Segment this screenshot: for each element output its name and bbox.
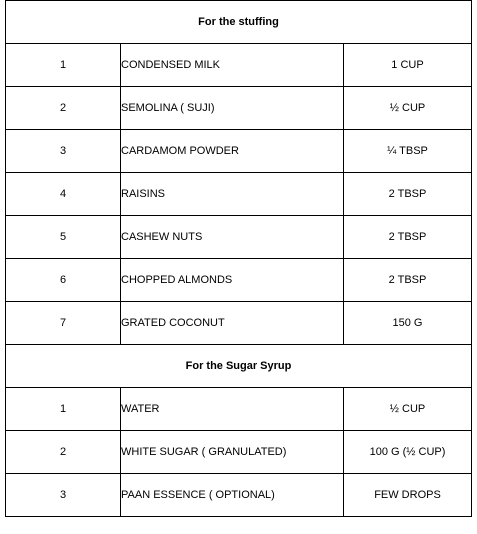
table-row xyxy=(6,130,472,173)
ingredient-name: CHOPPED ALMONDS xyxy=(121,259,344,302)
ingredient-quantity: ¼ TBSP xyxy=(344,130,472,173)
table-row xyxy=(6,44,472,87)
ingredient-name: GRATED COCONUT xyxy=(121,302,344,345)
ingredient-name: RAISINS xyxy=(121,173,344,216)
ingredient-name: PAAN ESSENCE ( OPTIONAL) xyxy=(121,474,344,517)
ingredient-name: CARDAMOM POWDER xyxy=(121,130,344,173)
row-number: 2 xyxy=(6,87,121,130)
ingredient-name: WHITE SUGAR ( GRANULATED) xyxy=(121,431,344,474)
ingredient-name: SEMOLINA ( SUJI) xyxy=(121,87,344,130)
row-number: 7 xyxy=(6,302,121,345)
ingredient-quantity: 2 TBSP xyxy=(344,173,472,216)
ingredient-quantity: 2 TBSP xyxy=(344,259,472,302)
ingredient-name: WATER xyxy=(121,388,344,431)
row-number: 4 xyxy=(6,173,121,216)
row-number: 6 xyxy=(6,259,121,302)
ingredient-quantity: ½ CUP xyxy=(344,388,472,431)
row-number: 5 xyxy=(6,216,121,259)
ingredient-name: CONDENSED MILK xyxy=(121,44,344,87)
ingredient-name: CASHEW NUTS xyxy=(121,216,344,259)
table-row xyxy=(6,259,472,302)
section-header-row xyxy=(6,345,472,388)
row-number: 3 xyxy=(6,474,121,517)
ingredient-quantity: 100 G (½ CUP) xyxy=(344,431,472,474)
table-row xyxy=(6,388,472,431)
table-row xyxy=(6,474,472,517)
row-number: 1 xyxy=(6,44,121,87)
table-row xyxy=(6,87,472,130)
row-number: 3 xyxy=(6,130,121,173)
table-row xyxy=(6,431,472,474)
ingredient-quantity: ½ CUP xyxy=(344,87,472,130)
ingredient-quantity: FEW DROPS xyxy=(344,474,472,517)
section-title-sugar-syrup: For the Sugar Syrup xyxy=(6,345,472,388)
row-number: 1 xyxy=(6,388,121,431)
ingredient-quantity: 2 TBSP xyxy=(344,216,472,259)
recipe-ingredients-table xyxy=(5,0,472,517)
ingredient-quantity: 150 G xyxy=(344,302,472,345)
section-title-stuffing: For the stuffing xyxy=(6,1,472,44)
table-row xyxy=(6,173,472,216)
section-header-row xyxy=(6,1,472,44)
table-row xyxy=(6,302,472,345)
row-number: 2 xyxy=(6,431,121,474)
ingredient-quantity: 1 CUP xyxy=(344,44,472,87)
table-row xyxy=(6,216,472,259)
